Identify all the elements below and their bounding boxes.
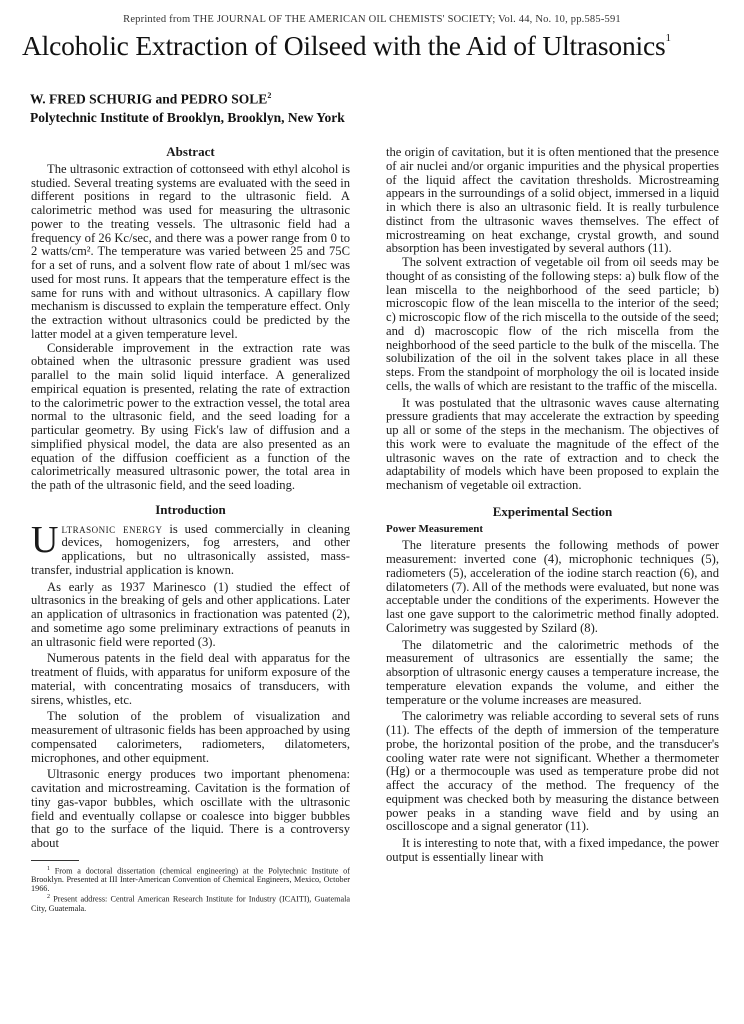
intro-continuation: the origin of cavitation, but it is often mentioned that the presence of air nuclei and/or organic impurities and the physical properties of the liquid affect the cavitation thresholds. Microstreaming appears in the surroundings of a solid object, immersed in a liquid in which there is also an ultrasonic field. It is really turbulence distinct from the ultrasonic waves themselves. The effect of microstreaming on heat exchange, crystal growth, and sound absorption has been investigated by several authors (11). (386, 145, 719, 256)
left-column (31, 145, 350, 913)
abstract-heading: Abstract (166, 144, 215, 159)
author-footnote-mark: 2 (267, 91, 272, 100)
abstract-paragraph: Considerable improvement in the extraction rate was obtained when the ultrasonic pressure gradient was used parallel to the main solid liquid interface. A generalized empirical equation is presented, relating the rate of extraction to the calorimetric power to the extraction vessel, the total area normal to the ultrasonic field, and the seed loading for a particular geometry. By using Fick's law of diffusion and a simplified physical model, the data are also presented as an equation of the diffusion coefficient as a function of the calorimetrically measured ultrasonic power, the total area in the path of the ultrasonic field, and the seed loading. (31, 340, 350, 492)
introduction-heading: Introduction (155, 501, 226, 517)
intro-lead-smallcaps: ltrasonic energy (61, 521, 163, 536)
reprint-citation: Reprinted from THE JOURNAL OF THE AMERICAN OIL CHEMISTS' SOCIETY; Vol. 44, No. 10, pp.585-591 (123, 14, 621, 25)
paper-title (22, 30, 732, 62)
experimental-paragraph: The dilatometric and the calorimetric methods of the measurement of ultrasonics are essentially the same; the absorption of ultrasonic energy causes a temperature increase, the temperature elevation expands the volume, and either the temperature or the volume increases are measured. (386, 637, 719, 707)
authors-text: W. FRED SCHURIG and PEDRO SOLE (30, 91, 268, 107)
intro-paragraph: Numerous patents in the field deal with apparatus for the treatment of fluids, with apparatus for uniform exposure of the material, with concentrating mosaics of transducers, with sirens, whistles, etc. (31, 651, 350, 707)
affiliation: Polytechnic Institute of Brooklyn, Brooklyn, New York (30, 110, 345, 125)
power-measurement-subheading: Power Measurement (386, 522, 484, 535)
footnote-text: Present address: Central American Research Institute for Industry (ICAITI), Guatemala City, Guatemala. (31, 895, 351, 914)
paper-title-text: Alcoholic Extraction of Oilseed with the Aid of Ultrasonics (22, 30, 666, 61)
intro-paragraph: The solvent extraction of vegetable oil from oil seeds may be thought of as consisting of the following steps: a) bulk flow of the lean miscella to the neighborhood of the seed particle; b) microscopic flow of the lean miscella to the interior of the seed; c) microscopic flow of the rich miscella to the outside of the seed; and d) macroscopic flow of the rich miscella from the neighborhood of the seed particle to the bulk of the miscella. The solubilization of the oil in the solvent takes place in all these steps. From the standpoint of morphology the oil is located inside cells, the walls of which are resistant to the traffic of the miscella. (386, 255, 719, 393)
experimental-paragraph: The calorimetry was reliable according to several sets of runs (11). The effects of the depth of immersion of the temperature probe, the horizontal position of the probe, and the transducer's cooling water rate were not significant. Whether a thermometer (Hg) or a thermocouple was used as temperature probe did not affect the accuracy of the method. The frequency of the equipment was checked both by measuring the distance between power peaks in a standing wave field and by using an oscilloscope and a signal generator (11). (386, 709, 719, 834)
right-column (386, 146, 719, 865)
drop-cap: U (31, 518, 59, 561)
intro-paragraph: As early as 1937 Marinesco (1) studied the effect of ultrasonics in the breaking of gels and other applications. Later an application of ultrasonics in fractionation was patented (2), and sometime ago some preliminary extractions of peanuts in an ultrasonic field were reported (3). (31, 579, 350, 649)
experimental-paragraph: It is interesting to note that, with a fixed impedance, the power output is essentially linear with (386, 836, 719, 864)
experimental-heading: Experimental Section (492, 503, 613, 519)
intro-paragraph: Ultrasonic energy produces two important phenomena: cavitation and microstreaming. Cavitation is the formation of tiny gas-vapor bubbles, which oscillate with the ultrasonic field and eventually collapse or coalesce into bigger bubbles that go to the surface of the liquid. There is a controversy about (31, 767, 350, 850)
footnote-2 (31, 893, 350, 913)
title-footnote-mark: 1 (665, 32, 671, 44)
footnote-1 (31, 865, 350, 894)
author-line (30, 91, 271, 108)
intro-paragraph: The solution of the problem of visualization and measurement of ultrasonic fields has been approached by using compensated calorimeters, radiometers, dilatometers, microphones, and other equipment. (31, 709, 350, 765)
footnote-divider (31, 860, 79, 861)
footnote-mark: 1 (47, 865, 50, 872)
intro-first-paragraph (31, 518, 350, 578)
footnote-text: From a doctoral dissertation (chemical engineering) at the Polytechnic Institute of Brooklyn. Presented at III Inter-American Convention of Chemical Engineers, Mexico, October 1966. (31, 866, 350, 894)
abstract-paragraph: The ultrasonic extraction of cottonseed with ethyl alcohol is studied. Several treating systems are evaluated with the seed in different positions in regard to the ultrasonic field. A calorimetric method was used for measuring the ultrasonic power to the treating vessels. The ultrasonic field had a frequency of 26 Kc/sec, and there was a power range from 0 to 2 watts/cm². The temperature was varied between 25 and 75C for a set of runs, and a solvent flow rate of about 1 ml/sec was used for most runs. It appears that the temperature effect is the same for runs with and without ultrasonics. A capillary flow mechanism is discussed to explain the temperature effect. Only the extraction without ultrasonics could be predicted by the latter model at a given temperature level. (31, 161, 350, 341)
experimental-paragraph: The literature presents the following methods of power measurement: inverted cone (4), microphonic techniques (5), radiometers (5), acceleration of the iodine starch reaction (6), and dilatometers (7). All of the methods were evaluated, but none was acceptable under the conditions of the experiments. However the last one gave support to the calorimetric method finally adopted. Calorimetry was suggested by Szilard (8). (386, 538, 719, 635)
intro-paragraph: It was postulated that the ultrasonic waves cause alternating pressure gradients that may accelerate the extraction by speeding up all or some of the steps in the mechanism. The objectives of this work were to evaluate the magnitude of the effect of the ultrasonic waves on the rate of extraction and to check the adaptability of models which have been proposed to explain the mechanism of vegetable oil extraction. (386, 395, 719, 492)
intro-first-paragraph-text: is used commercially in cleaning devices, homogenizers, fog arresters, and other applications, but no ultrasonically assisted, mass-transfer, industrial application is known. (31, 521, 350, 577)
footnote-mark: 2 (47, 894, 50, 901)
